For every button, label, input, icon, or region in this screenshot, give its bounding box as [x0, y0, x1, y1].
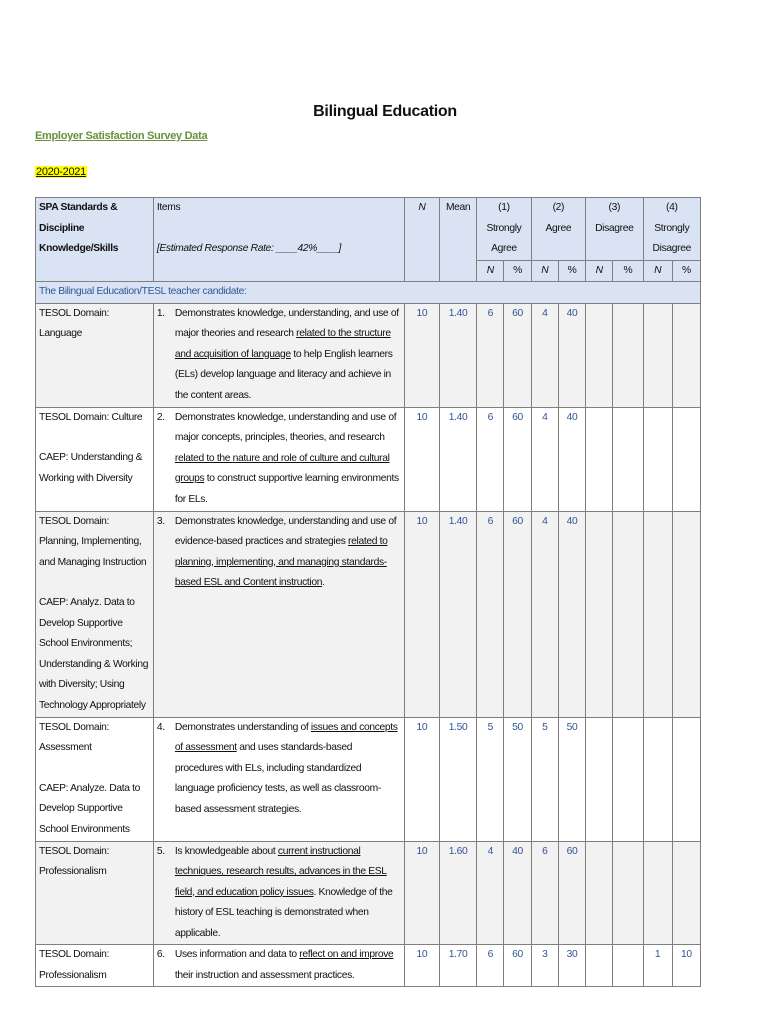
strongly-agree-n: 5 [477, 717, 504, 841]
item-number: 4. [156, 721, 165, 733]
table-row [36, 407, 701, 511]
strongly-disagree-label: Strongly Disagree [652, 222, 691, 254]
agree-n: 4 [531, 303, 558, 407]
item-text-segment: Demonstrates knowledge, understanding and use of major concepts, principles, theories, and research [174, 411, 397, 443]
strongly-disagree-n: 1 [643, 945, 672, 987]
agree-pct: 30 [558, 945, 585, 987]
n-value: 10 [404, 511, 439, 717]
item-number: 1. [156, 307, 165, 319]
sub-n: N [531, 260, 558, 282]
disagree-n [586, 717, 613, 841]
disagree-n [586, 841, 613, 945]
agree-n: 5 [531, 717, 558, 841]
item-text [157, 304, 401, 407]
item-emphasis: issues and concepts of assessment [174, 721, 398, 753]
agree-label: Agree [545, 222, 572, 234]
strongly-disagree-number: (4) [665, 202, 678, 213]
n-value: 10 [404, 841, 439, 945]
table-row [36, 717, 701, 841]
item-text-segment: and uses standards-based procedures with ELs, including standardized language proficiency tests, as well as classroom-based assessment strategies. [174, 742, 381, 815]
n-value: 10 [404, 303, 439, 407]
strongly-disagree-pct: 10 [672, 945, 700, 987]
header-items [153, 198, 404, 282]
agree-number: (2) [552, 202, 565, 213]
item-number: 5. [156, 845, 165, 857]
strongly-disagree-n [643, 303, 672, 407]
n-value: 10 [404, 407, 439, 511]
spa-standard-cell [36, 945, 154, 987]
spa-standard-text: CAEP: Analyz. Data to Develop Supportive School Environments; Understanding & Working with Diversity; Using Technology Appropriately [39, 597, 149, 711]
strongly-disagree-pct [672, 407, 700, 511]
sub-n: N [586, 260, 613, 282]
section-row [36, 282, 701, 304]
spa-standard-text: CAEP: Understanding & Working with Diversity [39, 452, 143, 484]
mean-value: 1.40 [439, 511, 476, 717]
header-disagree [586, 198, 643, 261]
strongly-agree-pct: 50 [504, 717, 531, 841]
mean-value: 1.50 [439, 717, 476, 841]
spa-standard-text: CAEP: Analyze. Data to Develop Supportive School Environments [39, 782, 141, 835]
strongly-disagree-n [643, 511, 672, 717]
disagree-pct [613, 407, 643, 511]
disagree-number: (3) [608, 202, 621, 213]
spa-standard-cell [36, 407, 154, 511]
header-agree [531, 198, 585, 261]
item-description [175, 945, 401, 986]
spa-spacer [39, 428, 150, 448]
mean-value: 1.60 [439, 841, 476, 945]
disagree-pct [613, 841, 643, 945]
strongly-agree-pct: 40 [504, 841, 531, 945]
strongly-agree-label: Strongly Agree [486, 222, 522, 254]
strongly-agree-pct: 60 [504, 945, 531, 987]
item-emphasis: related to planning, implementing, and managing standards-based ESL and Content instruction [174, 536, 388, 588]
n-value: 10 [404, 945, 439, 987]
strongly-disagree-n [643, 717, 672, 841]
strongly-agree-n: 6 [477, 511, 504, 717]
sub-pct: % [504, 260, 531, 282]
table-row [36, 303, 701, 407]
item-cell [153, 945, 404, 987]
item-description [175, 842, 401, 945]
header-spa-standards: SPA Standards & Discipline Knowledge/Skills [36, 198, 154, 282]
item-emphasis: related to the structure and acquisition of language [174, 328, 391, 360]
header-n: N [404, 198, 439, 282]
strongly-agree-pct: 60 [504, 511, 531, 717]
sub-n: N [643, 260, 672, 282]
spa-standard-text: TESOL Domain: Assessment [39, 721, 110, 753]
table-row [36, 945, 701, 987]
spa-standard-text: TESOL Domain: Culture [39, 411, 143, 423]
item-text [157, 408, 401, 511]
item-text-segment: Uses information and data to [174, 949, 300, 960]
disagree-label: Disagree [595, 222, 634, 234]
item-description [175, 718, 401, 821]
header-strongly-agree [477, 198, 531, 261]
n-value: 10 [404, 717, 439, 841]
item-cell [153, 717, 404, 841]
item-description [175, 408, 401, 511]
year-highlight: 2020-2021 [36, 166, 86, 178]
agree-n: 3 [531, 945, 558, 987]
item-number: 2. [156, 411, 165, 423]
spa-spacer [39, 573, 150, 593]
item-description [175, 304, 401, 407]
item-text-segment: Demonstrates knowledge, understanding, and use of major theories and research [174, 307, 399, 339]
disagree-pct [613, 303, 643, 407]
item-cell [153, 407, 404, 511]
sub-n: N [477, 260, 504, 282]
item-number: 3. [156, 515, 165, 527]
disagree-n [586, 511, 613, 717]
strongly-agree-n: 4 [477, 841, 504, 945]
item-cell [153, 511, 404, 717]
mean-value: 1.40 [439, 303, 476, 407]
strongly-agree-n: 6 [477, 407, 504, 511]
spa-standard-cell [36, 511, 154, 717]
spa-spacer [39, 759, 150, 779]
spa-standard-cell [36, 303, 154, 407]
response-rate: [Estimated Response Rate: ____42%____] [156, 242, 342, 254]
table-row [36, 841, 701, 945]
item-cell [153, 303, 404, 407]
strongly-disagree-n [643, 841, 672, 945]
disagree-n [586, 407, 613, 511]
item-text-segment: . [322, 577, 325, 588]
spa-standard-text: TESOL Domain: Professionalism [39, 845, 110, 877]
item-text-segment: Is knowledgeable about [174, 845, 278, 857]
sub-pct: % [613, 260, 643, 282]
strongly-disagree-n [643, 407, 672, 511]
section-label: The Bilingual Education/TESL teacher candidate: [36, 282, 701, 304]
strongly-disagree-pct [672, 303, 700, 407]
header-items-label: Items [156, 202, 181, 213]
disagree-pct [613, 717, 643, 841]
item-text-segment: to help English learners (ELs) develop language and literacy and achieve in the content areas. [174, 348, 393, 401]
disagree-n [586, 303, 613, 407]
item-emphasis: current instructional techniques, research results, advances in the ESL field, and education policy issues [174, 845, 387, 898]
item-text-segment: Demonstrates understanding of [174, 721, 311, 733]
header-mean: Mean [439, 198, 476, 282]
item-number: 6. [156, 949, 165, 960]
spa-standard-text: TESOL Domain: Professionalism [39, 949, 110, 981]
item-text [157, 945, 401, 986]
agree-pct: 40 [558, 407, 585, 511]
item-text [157, 718, 401, 821]
spa-standard-text: TESOL Domain: Planning, Implementing, and Managing Instruction [39, 515, 147, 568]
agree-n: 4 [531, 511, 558, 717]
spa-standard-text: TESOL Domain: Language [39, 307, 110, 339]
item-text-segment: to construct supportive learning environments for ELs. [174, 473, 399, 505]
item-text [157, 512, 401, 594]
spa-standard-cell [36, 841, 154, 945]
strongly-agree-n: 6 [477, 945, 504, 987]
header-strongly-disagree [643, 198, 700, 261]
table-row [36, 511, 701, 717]
item-emphasis: related to the nature and role of culture and cultural groups [174, 452, 390, 484]
strongly-agree-n: 6 [477, 303, 504, 407]
spa-standard-cell [36, 717, 154, 841]
agree-pct: 50 [558, 717, 585, 841]
survey-subtitle: Employer Satisfaction Survey Data [35, 130, 208, 142]
strongly-agree-pct: 60 [504, 303, 531, 407]
disagree-n [586, 945, 613, 987]
strongly-disagree-pct [672, 511, 700, 717]
item-description [175, 512, 401, 594]
item-text-segment: Demonstrates knowledge, understanding and use of evidence-based practices and strategies [174, 515, 397, 547]
disagree-pct [613, 511, 643, 717]
item-cell [153, 841, 404, 945]
table-header-row [36, 198, 701, 261]
agree-pct: 60 [558, 841, 585, 945]
strongly-disagree-pct [672, 717, 700, 841]
strongly-disagree-pct [672, 841, 700, 945]
agree-n: 6 [531, 841, 558, 945]
item-text-segment: their instruction and assessment practices. [174, 969, 355, 981]
mean-value: 1.70 [439, 945, 476, 987]
disagree-pct [613, 945, 643, 987]
strongly-agree-number: (1) [498, 202, 510, 213]
survey-table [35, 197, 701, 987]
strongly-agree-pct: 60 [504, 407, 531, 511]
item-text [157, 842, 401, 945]
agree-pct: 40 [558, 303, 585, 407]
mean-value: 1.40 [439, 407, 476, 511]
item-text-segment: . Knowledge of the history of ESL teaching is demonstrated when applicable. [174, 886, 393, 939]
page-title: Bilingual Education [313, 103, 457, 120]
item-emphasis: reflect on and improve [299, 949, 394, 960]
agree-n: 4 [531, 407, 558, 511]
sub-pct: % [558, 260, 585, 282]
agree-pct: 40 [558, 511, 585, 717]
sub-pct: % [672, 260, 700, 282]
